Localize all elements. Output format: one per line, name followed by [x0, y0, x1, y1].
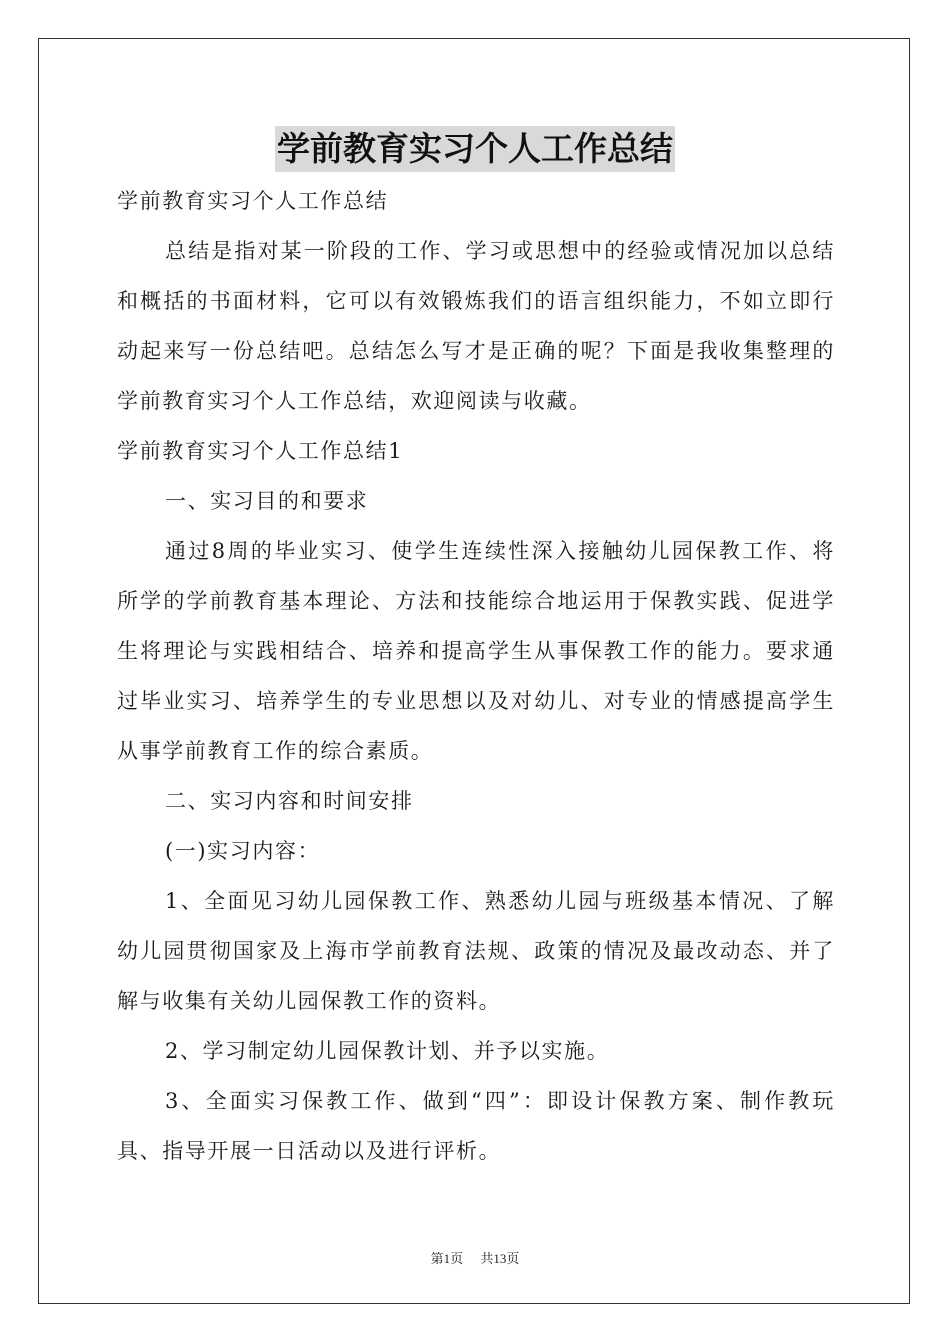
- page-number: 第1页: [430, 1251, 464, 1266]
- page-total: 共13页: [480, 1251, 520, 1266]
- document-body: [117, 176, 835, 1176]
- paragraph-8: 2、学习制定幼儿园保教计划、并予以实施。: [165, 1039, 610, 1063]
- paragraph-7: 1、全面见习幼儿园保教工作、熟悉幼儿园与班级基本情况、了解幼儿园贯彻国家及上海市学前教育法规、政策的情况及最改动态、并了解与收集有关幼儿园保教工作的资料。: [117, 889, 835, 1013]
- paragraph-4: 通过8周的毕业实习、使学生连续性深入接触幼儿园保教工作、将所学的学前教育基本理论、方法和技能综合地运用于保教实践、促进学生将理论与实践相结合、培养和提高学生从事保教工作的能力。要求通过毕业实习、培养学生的专业思想以及对幼儿、对专业的情感提高学生从事学前教育工作的综合素质。: [117, 539, 835, 763]
- paragraph-3: 一、实习目的和要求: [165, 489, 369, 513]
- paragraph-6: (一)实习内容：: [165, 839, 321, 863]
- paragraph-2: 学前教育实习个人工作总结1: [117, 439, 404, 463]
- paragraph-9: 3、全面实习保教工作、做到“四”：即设计保教方案、制作教玩具、指导开展一日活动以及进行评析。: [117, 1089, 835, 1163]
- paragraph-0: 学前教育实习个人工作总结: [117, 189, 389, 213]
- title-wrap: [0, 126, 950, 172]
- page-footer: [0, 1248, 950, 1267]
- paragraph-5: 二、实习内容和时间安排: [165, 789, 414, 813]
- document-title: 学前教育实习个人工作总结: [275, 126, 675, 172]
- paragraph-1: 总结是指对某一阶段的工作、学习或思想中的经验或情况加以总结和概括的书面材料，它可以有效锻炼我们的语言组织能力，不如立即行动起来写一份总结吧。总结怎么写才是正确的呢？下面是我收集整理的学前教育实习个人工作总结，欢迎阅读与收藏。: [117, 239, 835, 413]
